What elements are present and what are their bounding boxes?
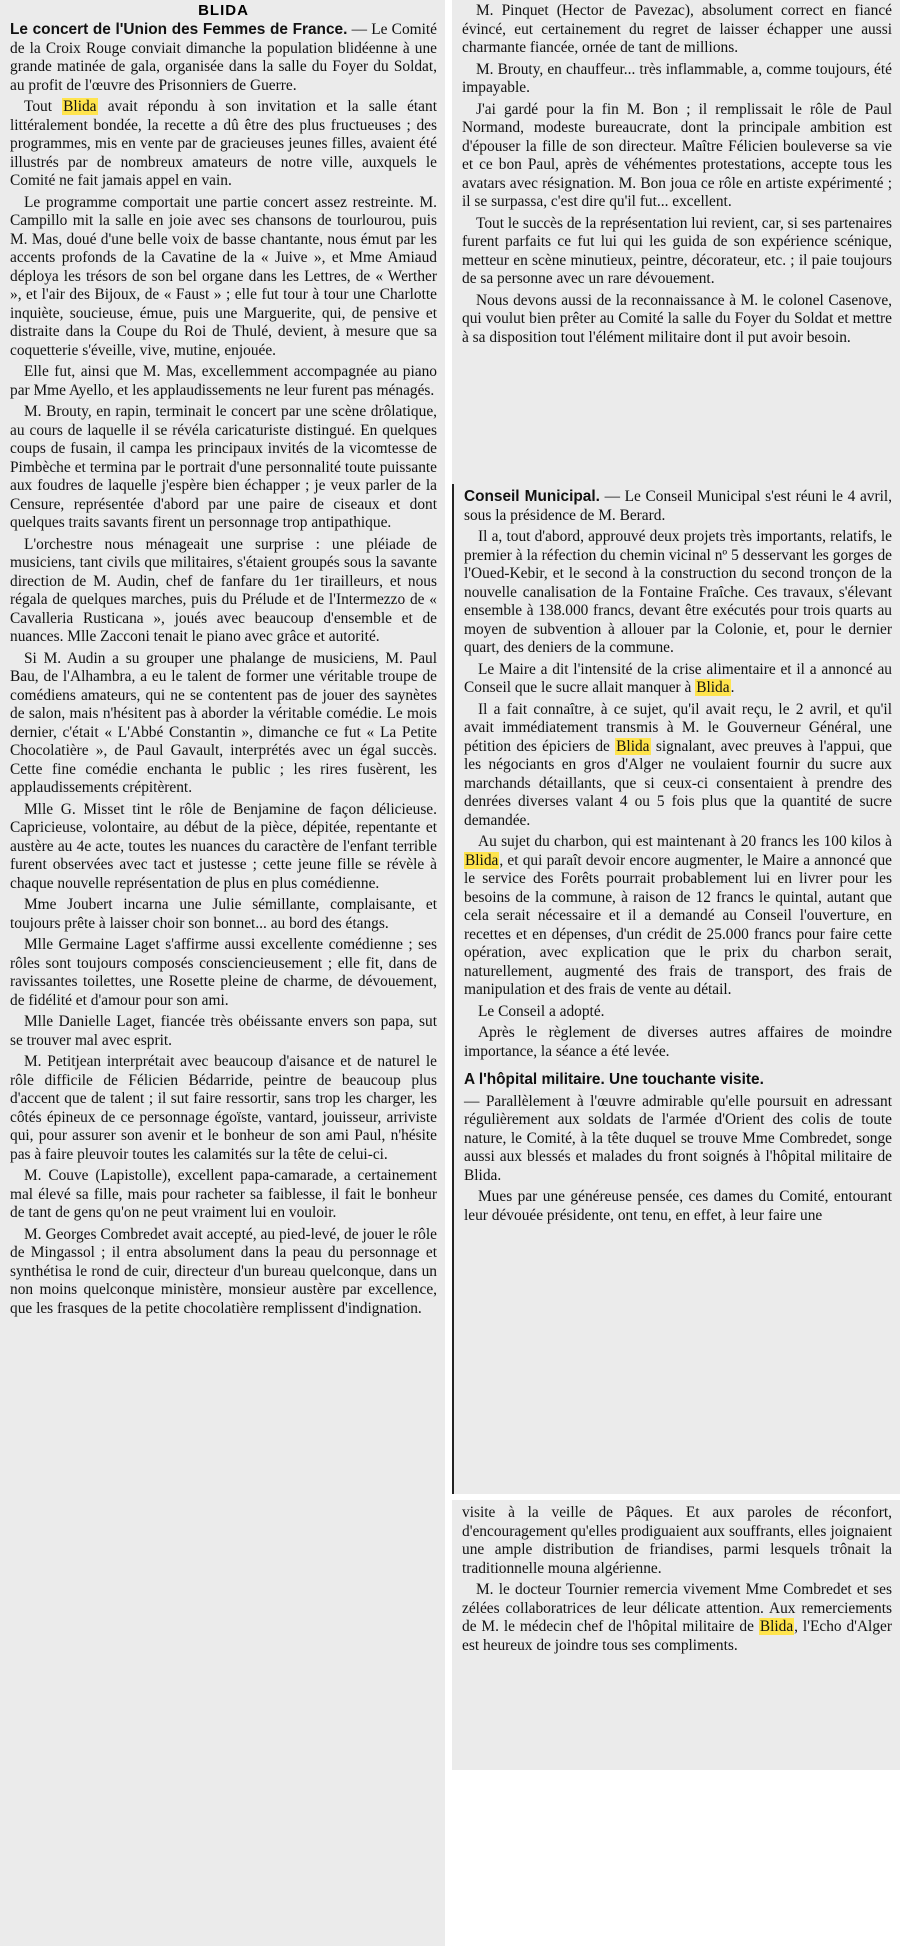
article-paragraph: M. Petitjean interprétait avec beaucoup d'aisance et de naturel le rôle difficile de Félicien Bédarride, peintre de beaucoup plus d'accent que de talent ; il sut faire ressortir, sans trop les charger, les côtés épineux de ce personnage égoïste, vantard, jouisseur, arriviste qui, pour assurer son avenir et le bonheur de son ami Paul, n'hésite pas à faire pleuvoir toutes les calamités sur la tête de celui-ci. (10, 1053, 437, 1163)
article-paragraph: Après le règlement de diverses autres affaires de moindre importance, la séance a été levée. (464, 1024, 892, 1060)
article-paragraph: Le programme comportait une partie concert assez restreinte. M. Campillo mit la salle en joie avec ses chansons de tourlourou, puis M. Mas, doué d'une belle voix de basse chantante, nous émut par les accents profonds de la Cavatine de la « Juive », et Mme Amiaud déploya les trésors de son bel organe dans les Lettres, de « Werther », et l'air des Bijoux, de « Faust » ; elle fut tour à tour une Charlotte inquiète, soucieuse, émue, puis une Marguerite, qui, de pensive et distraite dans la Coupe du Roi de Thulé, devient, à mesure que sa coquetterie s'éveille, vive, mutine, enjouée. (10, 193, 437, 359)
article-paragraph: J'ai gardé pour la fin M. Bon ; il remplissait le rôle de Paul Normand, modeste bureaucrate, dont la principale ambition est d'épouser la fille de son directeur. Maître Félicien bouleverse sa vie et ce bon Paul, après de véhémentes protestations, accepte tous les avatars avec résignation. M. Bon joua ce rôle en artiste expérimenté ; il se surpassa, c'est dire qu'il fut... excellent. (462, 100, 892, 210)
article-paragraph: Le Conseil a adopté. (478, 1002, 605, 1020)
article-paragraph: Mlle G. Misset tint le rôle de Benjamine de façon délicieuse. Capricieuse, volontaire, au début de la pièce, dépitée, repentante et austère au 4e acte, toutes les nuances du caractère de l'enfant terrible furent observées avec tact et justesse ; cette jeune fille se révèle à chaque nouvelle représentation de plus en plus comédienne. (10, 800, 437, 892)
article-paragraph: Tout Blida avait répondu à son invitation et la salle étant littéralement bondée, la recette a dû être des plus fructueuses ; des programmes, mis en vente par de gracieuses jeunes filles, avaient été illustrés par de nombreux amateurs de notre ville, auxquels le Comité ne fait jamais appel en vain. (10, 98, 437, 189)
article-paragraph: — Parallèlement à l'œuvre admirable qu'elle poursuit en adressant régulièrement aux soldats de l'armée d'Orient des colis de toute nature, le Comité, à la tête duquel se trouve Mme Combredet, songe aussi aux blessés et malades du front soignés à l'hôpital militaire de Blida. (464, 1092, 892, 1184)
article-paragraph: Nous devons aussi de la reconnaissance à M. le colonel Casenove, qui voulut bien prêter au Comité la salle du Foyer du Soldat et mettre à sa disposition tout l'élément militaire dont il put avoir besoin. (462, 291, 892, 346)
article-paragraph: Mlle Danielle Laget, fiancée très obéissante envers son papa, sut se trouver mal avec esprit. (10, 1013, 437, 1049)
article-paragraph: Elle fut, ainsi que M. Mas, excellemment accompagnée au piano par Mme Ayello, et les applaudissements ne leur furent pas ménagés. (10, 363, 437, 399)
article-paragraph: M. Couve (Lapistolle), excellent papa-camarade, a certainement mal élevé sa fille, mais pour racheter sa faiblesse, il fait le bonheur de tant de gens qu'on ne peut vraiment lui en vouloir. (10, 1167, 437, 1221)
article-paragraph: M. Brouty, en chauffeur... très inflammable, a, comme toujours, été impayable. (462, 60, 892, 96)
search-highlight: Blida (759, 1618, 794, 1635)
search-highlight: Blida (63, 98, 97, 115)
article-paragraph: Mme Joubert incarna une Julie sémillante, complaisante, et toujours prête à laisser choir son bonnet... au bord des étangs. (10, 896, 437, 932)
concert-intro: — Le Comité de la Croix Rouge conviait dimanche la population blidéenne à une grande matinée de gala, organisée dans la salle du Foyer du Soldat, au profit de l'œuvre des Prisonniers de Guerre. (10, 21, 437, 94)
search-highlight: Blida (616, 737, 650, 755)
council-title: Conseil Municipal. (464, 488, 600, 505)
article-paragraph: visite à la veille de Pâques. Et aux paroles de réconfort, d'encouragement qu'elles prodiguaient aux souffrants, elles joignaient une ample distribution de friandises, parmi lesquels trônait la traditionnelle mouna algérienne. (462, 1504, 892, 1577)
article-paragraph: Il a fait connaître, à ce sujet, qu'il avait reçu, le 2 avril, et qu'il avait immédiatement transmis à M. le Gouverneur Général, une pétition des épiciers de Blida signalant, avec preuves à l'appui, que les négociants en gros d'Alger ne voulaient fournir du sucre aux marchands détaillants, que si ceux-ci consentaient à prendre des denrées diverses valant 4 ou 5 fois plus que la quantité de sucre demandée. (464, 700, 892, 829)
hospital-title: A l'hôpital militaire. Une touchante visite. (464, 1071, 764, 1088)
left-column (0, 0, 445, 1946)
article-paragraph: M. Brouty, en rapin, terminait le concert par une scène drôlatique, au cours de laquelle il se révéla caricaturiste distingué. En quelques coups de fusain, il campa les principaux invités de la vicomtesse de Pimbèche et termina par le portrait d'une personnalité toute puissante aux foudres de laquelle j'espère bien échapper ; je veux parler de la Censure, représentée d'abord par une paire de ciseaux et dont quelques traits savants firent un personnage trop antipathique. (10, 403, 437, 531)
article-paragraph: Mlle Germaine Laget s'affirme aussi excellente comédienne ; ses rôles sont toujours composés consciencieusement ; elle fit, dans de ravissantes toilettes, une Rosette pleine de charme, de dévouement, de fidélité et d'amour pour son ami. (10, 936, 437, 1009)
article-paragraph: Le Maire a dit l'intensité de la crise alimentaire et il a annoncé au Conseil que le sucre allait manquer à Blida. (464, 660, 892, 696)
concert-title: Le concert de l'Union des Femmes de France. (10, 21, 348, 38)
concert-lead-paragraph (10, 21, 437, 95)
article-paragraph: M. Pinquet (Hector de Pavezac), absolument correct en fiancé évincé, eut certainement du regret de laisser échapper une aussi charmante fiancée, ornée de tant de millions. (462, 2, 892, 56)
city-heading: BLIDA (198, 2, 249, 19)
article-paragraph: Si M. Audin a su grouper une phalange de musiciens, M. Paul Bau, de l'Alhambra, a eu le talent de former une véritable troupe de comédiens amateurs, qui ne se contentent pas de jouer des saynètes de salon, mais n'hésitent pas à aborder la véritable comédie. Le mois dernier, c'était « L'Abbé Constantin », dimanche ce fut « La Petite Chocolatière », de Paul Gavault, interprétés avec un égal succès. Cette fine comédie enchanta le public ; les rires fusèrent, les applaudissements crépitèrent. (10, 649, 437, 796)
article-paragraph: Il a, tout d'abord, approuvé deux projets très importants, relatifs, le premier à la réfection du chemin vicinal nº 5 desservant les gorges de l'Oued-Kebir, et le second à la construction du second tronçon de la nouvelle canalisation de la Fontaine Fraîche. Ces travaux, s'élevant ensemble à 138.000 francs, devant être exécutés pour trois quarts au moyen de subvention à allouer par la Colonie, et, pour le dernier quart, des deniers de la commune. (464, 528, 892, 656)
council-block (452, 484, 900, 1494)
article-paragraph: M. Georges Combredet avait accepté, au pied-levé, de jouer le rôle de Mingassol ; il entra absolument dans la peau du personnage et synthétisa le rond de cuir, directeur d'un bureau quelconque, dans un non moins quelconque ministère, monsieur austère par excellence, que les frasques de la petite chocolatière remplissent d'indignation. (10, 1225, 437, 1317)
article-paragraph: L'orchestre nous ménageait une surprise : une pléiade de musiciens, tant civils que militaires, s'étaient groupés sous la savante direction de M. Audin, chef de fanfare du 1er tirailleurs, et nous régala de quelques marches, puis du Prélude et de l'Intermezzo de « Cavalleria Rusticana », joués avec beaucoup d'ensemble et de nuances. Mlle Zacconi tenait le piano avec grâce et autorité. (10, 535, 437, 645)
concert-continuation-block (452, 0, 900, 484)
search-highlight: Blida (465, 851, 499, 869)
article-paragraph: Tout le succès de la représentation lui revient, car, si ses partenaires furent parfaits ce fut lui qui les guida de son expérience scénique, metteur en scène minutieux, peintre, décorateur, etc. ; il paie toujours de sa personne avec un rare dévouement. (462, 214, 892, 287)
hospital-continuation-block (452, 1500, 900, 1770)
council-intro: — Le Conseil Municipal s'est réuni le 4 avril, sous la présidence de M. Berard. (464, 488, 892, 524)
blank-area (452, 1770, 900, 1946)
article-paragraph: Mues par une généreuse pensée, ces dames du Comité, entourant leur dévouée présidente, ont tenu, en effet, à leur faire une (464, 1188, 892, 1224)
council-lead-paragraph (464, 488, 892, 525)
article-paragraph: Au sujet du charbon, qui est maintenant à 20 francs les 100 kilos à Blida, et qui paraît devoir encore augmenter, le Maire a annoncé que le service des Forêts pourrait probablement lui en livrer pour les besoins de la commune, à raison de 12 francs le quintal, autant que cela serait nécessaire et il a demandé au Conseil l'ouverture, en recettes et en dépenses, d'un crédit de 25.000 francs pour faire cette opération, avec explication que le prix du charbon serait, naturellement, augmenté des frais de transport, des frais de manipulation et des frais de vente au détail. (464, 833, 892, 998)
article-paragraph: M. le docteur Tournier remercia vivement Mme Combredet et ses zélées collaboratrices de leur délicate attention. Aux remerciements de M. le médecin chef de l'hôpital militaire de Blida, l'Echo d'Alger est heureux de joindre tous ses compliments. (462, 1581, 892, 1654)
search-highlight: Blida (696, 679, 730, 696)
